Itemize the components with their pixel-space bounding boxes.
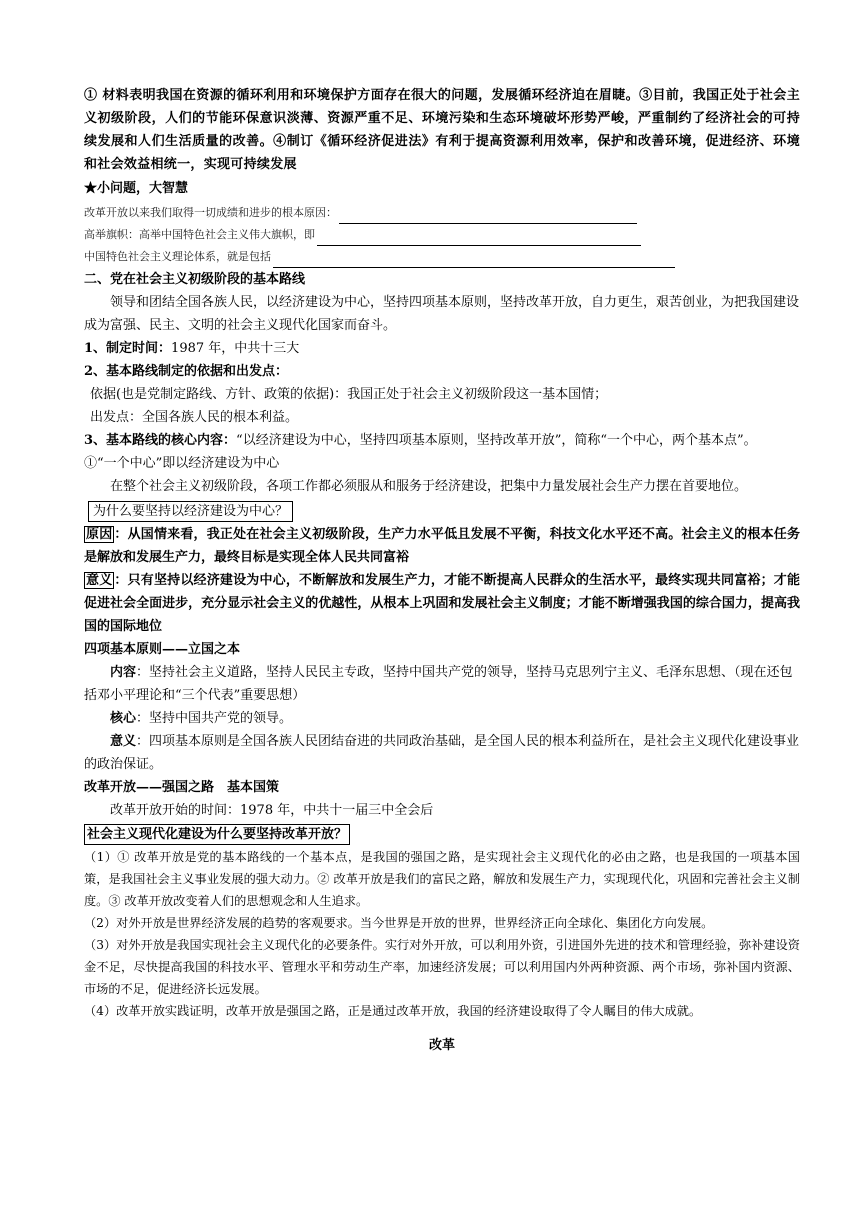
core-label: 3、基本路线的核心内容： [84, 433, 237, 448]
meaning-paragraph [84, 569, 800, 638]
fill-item-label: 中国特色社会主义理论体系，就是包括 [84, 250, 271, 263]
time-value: 1987 年，中共十三大 [171, 341, 300, 356]
fill-item-label: 高举旗帜：高举中国特色社会主义伟大旗帜，即 [84, 228, 315, 241]
small-question-heading: ★小问题，大智慧 [84, 181, 189, 196]
basic-line-text: 领导和团结全国各族人民，以经济建设为中心，坚持四项基本原则，坚持改革开放，自力更生，艰苦创业，为把我国建设成为富强、民主、文明的社会主义现代化国家而奋斗。 [84, 295, 800, 333]
meaning-text: ：只有坚持以经济建设为中心，不断解放和发展生产力，才能不断提高人民群众的生活水平，最终实现共同富裕；才能促进社会全面进步，充分显示社会主义的优越性，从根本上巩固和发展社会主义制度；才能不断增强我国的综合国力，提高我国的国际地位 [84, 573, 800, 634]
footer-heading: 改革 [428, 1038, 455, 1053]
time-row [84, 337, 800, 360]
reform-points [84, 846, 800, 1022]
fill-blank[interactable] [273, 254, 675, 268]
fill-item [84, 246, 800, 268]
reform-point: （3）对外开放是我国实现社会主义现代化的必要条件。实行对外开放，可以利用外资，引进国外先进的技术和管理经验，弥补建设资金不足，尽快提高我国的科技水平、管理水平和劳动生产率，加速经济发展；可以利用国内外两种资源、两个市场，弥补国内资源、市场的不足，促进经济长远发展。 [84, 938, 800, 996]
meaning-label: 意义 [110, 734, 137, 749]
reason-text: ：从国情来看，我正处在社会主义初级阶段，生产力水平低且发展不平衡，科技文化水平还不高。社会主义的根本任务是解放和发展生产力，最终目标是实现全体人民共同富裕 [84, 527, 800, 565]
fill-item-label: 改革开放以来我们取得一切成绩和进步的根本原因： [84, 206, 337, 219]
basis-title: 2、基本路线制定的依据和出发点： [84, 364, 289, 379]
fill-blank[interactable] [339, 210, 637, 224]
start-point-text: 出发点：全国各族人民的根本利益。 [90, 410, 299, 425]
meaning-text: ：四项基本原则是全国各族人民团结奋进的共同政治基础，是全国人民的根本利益所在，是社会主义现代化建设事业的政治保证。 [84, 734, 800, 772]
basis-text: 依据(也是党制定路线、方针、政策的依据)：我国正处于社会主义初级阶段这一基本国情； [90, 387, 608, 402]
core-text: ：坚持中国共产党的领导。 [136, 711, 293, 726]
why-reform-question: 社会主义现代化建设为什么要坚持改革开放？ [84, 824, 350, 845]
reason-label: 原因 [86, 527, 113, 542]
four-principles-meaning [84, 730, 800, 776]
fill-item [84, 224, 800, 246]
one-center-text: 在整个社会主义初级阶段，各项工作都必须服从和服务于经济建设，把集中力量发展社会生产力摆在首要地位。 [110, 479, 748, 494]
section-2-title: 二、党在社会主义初级阶段的基本路线 [84, 272, 306, 287]
why-center-question: 为什么要坚持以经济建设为中心？ [88, 501, 293, 522]
core-text: “以经济建设为中心，坚持四项基本原则，坚持改革开放”，简称“一个中心，两个基本点”。 [236, 433, 757, 448]
content-label: 内容 [110, 665, 137, 680]
reform-start-text: 改革开放开始的时间：1978 年，中共十一届三中全会后 [110, 803, 434, 818]
time-label: 1、制定时间： [84, 341, 172, 356]
meaning-label: 意义 [86, 573, 113, 588]
core-row [84, 429, 800, 452]
fill-in-list [84, 202, 800, 268]
content-text: ：坚持社会主义道路，坚持人民民主专政，坚持中国共产党的领导，坚持马克思列宁主义、毛泽东思想、（现在还包括邓小平理论和“三个代表”重要思想） [84, 665, 793, 703]
core-label: 核心 [110, 711, 137, 726]
document-page [84, 84, 800, 1057]
reform-point: （2）对外开放是世界经济发展的趋势的客观要求。当今世界是开放的世界，世界经济正向全球化、集团化方向发展。 [84, 916, 714, 930]
why-center-question-row [84, 500, 800, 522]
reform-title: 改革开放——强国之路 基本国策 [84, 780, 280, 795]
reform-point: （1）① 改革开放是党的基本路线的一个基本点，是我国的强国之路，是实现社会主义现代化的必由之路，也是我国的一项基本国策，是我国社会主义事业发展的强大动力。② 改革开放是我们的富民之路，解放和发展生产力，实现现代化，巩固和完善社会主义制度。③ 改革开放改变着人们的思想观念和人生追求。 [84, 850, 800, 908]
reason-paragraph [84, 523, 800, 569]
intro-paragraph: ① 材料表明我国在资源的循环利用和环境保护方面存在很大的问题，发展循环经济迫在眉睫。③目前，我国正处于社会主义初级阶段，人们的节能环保意识淡薄、资源严重不足、环境污染和生态环境破坏形势严峻，严重制约了经济社会的可持续发展和人们生活质量的改善。④制订《循环经济促进法》有利于提高资源利用效率，保护和改善环境，促进经济、环境和社会效益相统一，实现可持续发展 [84, 88, 800, 172]
why-reform-question-row [84, 823, 800, 845]
four-principles-title: 四项基本原则——立国之本 [84, 642, 241, 657]
four-principles-core [84, 707, 800, 730]
fill-blank[interactable] [317, 232, 641, 246]
four-principles-content [84, 661, 800, 707]
reform-point: （4）改革开放实践证明，改革开放是强国之路，正是通过改革开放，我国的经济建设取得了令人瞩目的伟大成就。 [84, 1004, 702, 1018]
one-center-title: ①“一个中心”即以经济建设为中心 [84, 456, 280, 471]
fill-item [84, 202, 800, 224]
